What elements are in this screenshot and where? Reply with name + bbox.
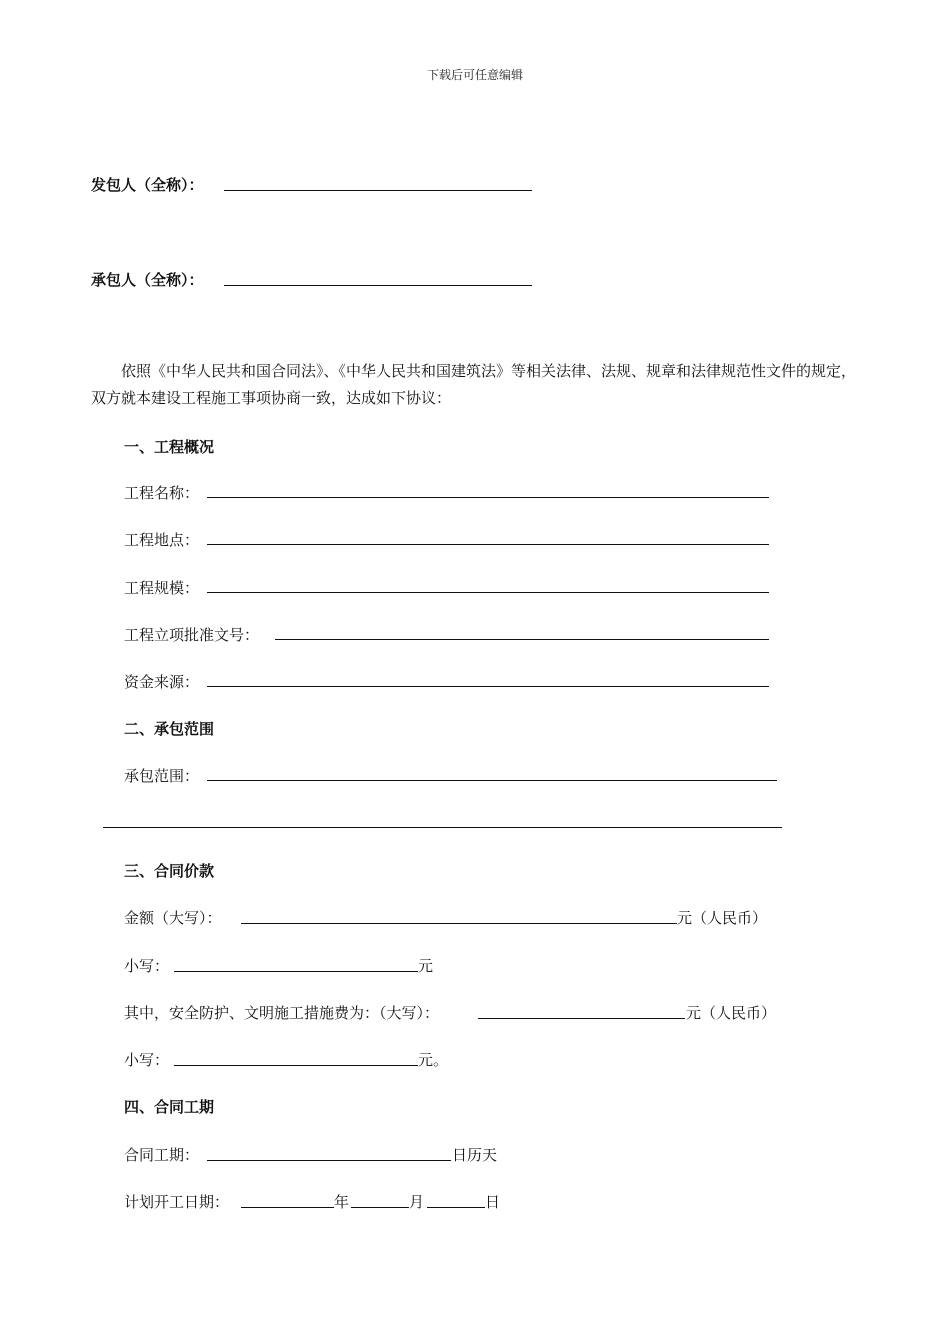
safety-lower-label: 小写： — [124, 1051, 170, 1069]
project-name-label: 工程名称： — [124, 484, 200, 502]
amount-lower-label: 小写： — [124, 957, 170, 975]
intro-paragraph — [91, 358, 859, 412]
project-location-label: 工程地点： — [124, 531, 200, 549]
amount-lower-blank[interactable] — [174, 971, 418, 972]
employer-label: 发包人（全称）： — [91, 176, 204, 194]
month-label: 月 — [409, 1193, 425, 1211]
section2-title: 二、承包范围 — [124, 720, 215, 738]
funding-source-blank[interactable] — [207, 686, 769, 687]
intro-text: 依照《中华人民共和国合同法》、《中华人民共和国建筑法》等相关法律、法规、规章和法律规范性文件的规定，双方就本建设工程施工事项协商一致，达成如下协议： — [91, 362, 857, 407]
amount-upper-blank[interactable] — [241, 923, 677, 924]
header-note: 下载后可任意编辑 — [426, 68, 523, 82]
approval-number-blank[interactable] — [275, 639, 769, 640]
safety-fee-label: 其中，安全防护、文明施工措施费为：（大写）： — [124, 1004, 440, 1022]
duration-blank[interactable] — [207, 1160, 451, 1161]
day-label: 日 — [485, 1193, 501, 1211]
section3-title: 三、合同价款 — [124, 862, 215, 880]
funding-source-label: 资金来源： — [124, 673, 200, 691]
project-name-blank[interactable] — [207, 497, 769, 498]
safety-fee-suffix: 元（人民币） — [686, 1004, 777, 1022]
approval-number-label: 工程立项批准文号： — [124, 626, 260, 644]
project-scale-label: 工程规模： — [124, 579, 200, 597]
safety-lower-suffix: 元。 — [418, 1051, 449, 1069]
section4-title: 四、合同工期 — [124, 1098, 215, 1116]
duration-label: 合同工期： — [124, 1146, 200, 1164]
start-date-label: 计划开工日期： — [124, 1193, 230, 1211]
amount-lower-suffix: 元 — [418, 957, 434, 975]
amount-upper-suffix: 元（人民币） — [677, 909, 768, 927]
scope-blank[interactable] — [207, 780, 777, 781]
project-location-blank[interactable] — [207, 544, 769, 545]
safety-fee-upper-blank[interactable] — [478, 1018, 685, 1019]
scope-blank-line2[interactable] — [103, 827, 782, 828]
scope-label: 承包范围： — [124, 767, 200, 785]
employer-name-blank[interactable] — [224, 190, 532, 191]
project-scale-blank[interactable] — [207, 592, 769, 593]
section1-title: 一、工程概况 — [124, 438, 215, 456]
duration-suffix: 日历天 — [452, 1146, 498, 1164]
contractor-name-blank[interactable] — [224, 285, 532, 286]
safety-lower-blank[interactable] — [174, 1065, 418, 1066]
amount-upper-label: 金额（大写）： — [124, 909, 222, 927]
start-month-blank[interactable] — [351, 1207, 409, 1208]
contractor-label: 承包人（全称）： — [91, 271, 204, 289]
year-label: 年 — [334, 1193, 350, 1211]
start-year-blank[interactable] — [241, 1207, 334, 1208]
start-day-blank[interactable] — [427, 1207, 485, 1208]
